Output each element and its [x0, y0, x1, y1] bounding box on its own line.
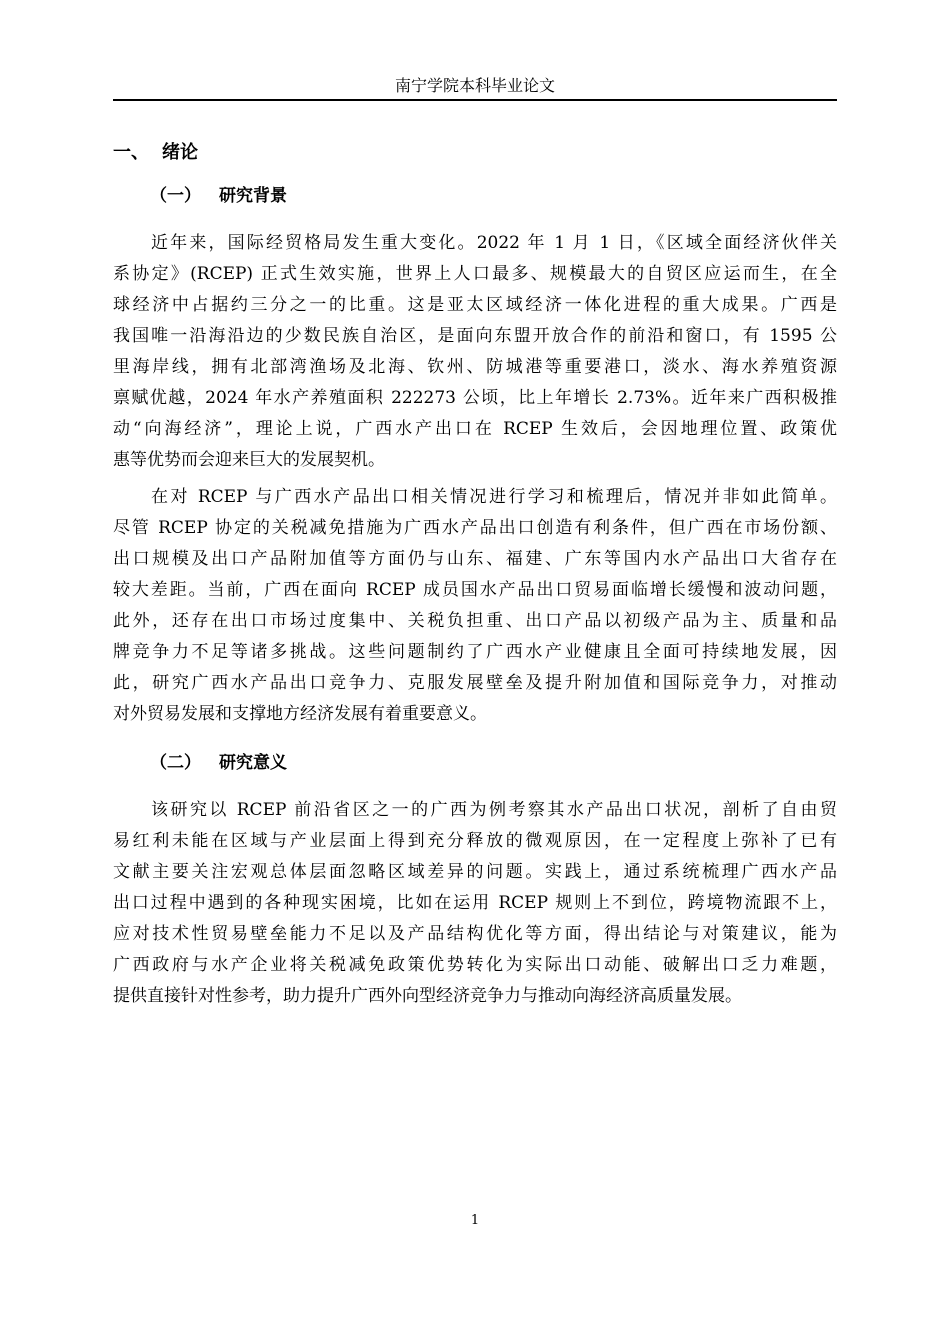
text-line: 文献主要关注宏观总体层面忽略区域差异的问题。实践上，通过系统梳理广西水产品: [113, 862, 837, 882]
text-line: 该研究以 RCEP 前沿省区之一的广西为例考察其水产品出口状况，剖析了自由贸: [151, 800, 837, 820]
section-heading-significance: [150, 750, 287, 776]
text-line: 应对技术性贸易壁垒能力不足以及产品结构优化等方面，得出结论与对策建议，能为: [113, 924, 837, 944]
text-line: 系协定》(RCEP) 正式生效实施，世界上人口最多、规模最大的自贸区应运而生，在全: [113, 264, 837, 284]
text-line: 提供直接针对性参考，助力提升广西外向型经济竞争力与推动向海经济高质量发展。: [113, 986, 742, 1006]
text-line: 惠等优势而会迎来巨大的发展契机。: [113, 450, 385, 470]
section-number: （一）: [150, 186, 201, 206]
running-header-title: 南宁学院本科毕业论文: [394, 76, 555, 95]
header-divider: [113, 99, 837, 101]
section-number: （二）: [150, 753, 201, 773]
chapter-heading: [113, 140, 198, 166]
chapter-number: 一、: [113, 142, 149, 163]
text-line: 球经济中占据约三分之一的比重。这是亚太区域经济一体化进程的重大成果。广西是: [113, 295, 837, 315]
text-line: 出口过程中遇到的各种现实困境，比如在运用 RCEP 规则上不到位，跨境物流跟不上，: [113, 893, 837, 913]
paragraph-background-2: [113, 482, 837, 730]
text-line: 出口规模及出口产品附加值等方面仍与山东、福建、广东等国内水产品出口大省存在: [113, 549, 837, 569]
text-line: 对外贸易发展和支撑地方经济发展有着重要意义。: [113, 704, 487, 724]
chapter-title: 绪论: [162, 142, 198, 163]
text-line: 动“向海经济”，理论上说，广西水产出口在 RCEP 生效后，会因地理位置、政策优: [113, 419, 837, 439]
text-line: 禀赋优越，2024 年水产养殖面积 222273 公顷，比上年增长 2.73%。近年来广西积极推: [113, 388, 837, 408]
paragraph-significance: [113, 795, 837, 1012]
section-title: 研究背景: [219, 186, 287, 206]
page-number: 1: [470, 1213, 480, 1228]
text-line: 此外，还存在出口市场过度集中、关税负担重、出口产品以初级产品为主、质量和品: [113, 611, 837, 631]
section-heading-background: [150, 183, 287, 209]
text-line: 此，研究广西水产品出口竞争力、克服发展壁垒及提升附加值和国际竞争力，对推动: [113, 673, 837, 693]
text-line: 较大差距。当前，广西在面向 RCEP 成员国水产品出口贸易面临增长缓慢和波动问题，: [113, 580, 837, 600]
text-line: 广西政府与水产企业将关税减免政策优势转化为实际出口动能、破解出口乏力难题，: [113, 955, 837, 975]
text-line: 尽管 RCEP 协定的关税减免措施为广西水产品出口创造有利条件，但广西在市场份额、: [113, 518, 837, 538]
text-line: 在对 RCEP 与广西水产品出口相关情况进行学习和梳理后，情况并非如此简单。: [151, 487, 837, 507]
section-title: 研究意义: [219, 753, 287, 773]
paragraph-background-1: [113, 228, 837, 476]
text-line: 牌竞争力不足等诸多挑战。这些问题制约了广西水产业健康且全面可持续地发展，因: [113, 642, 837, 662]
text-line: 易红利未能在区域与产业层面上得到充分释放的微观原因，在一定程度上弥补了已有: [113, 831, 837, 851]
text-line: 我国唯一沿海沿边的少数民族自治区，是面向东盟开放合作的前沿和窗口，有 1595 公: [113, 326, 837, 346]
text-line: 近年来，国际经贸格局发生重大变化。2022 年 1 月 1 日，《区域全面经济伙伴关: [151, 233, 837, 253]
text-line: 里海岸线，拥有北部湾渔场及北海、钦州、防城港等重要港口，淡水、海水养殖资源: [113, 357, 837, 377]
